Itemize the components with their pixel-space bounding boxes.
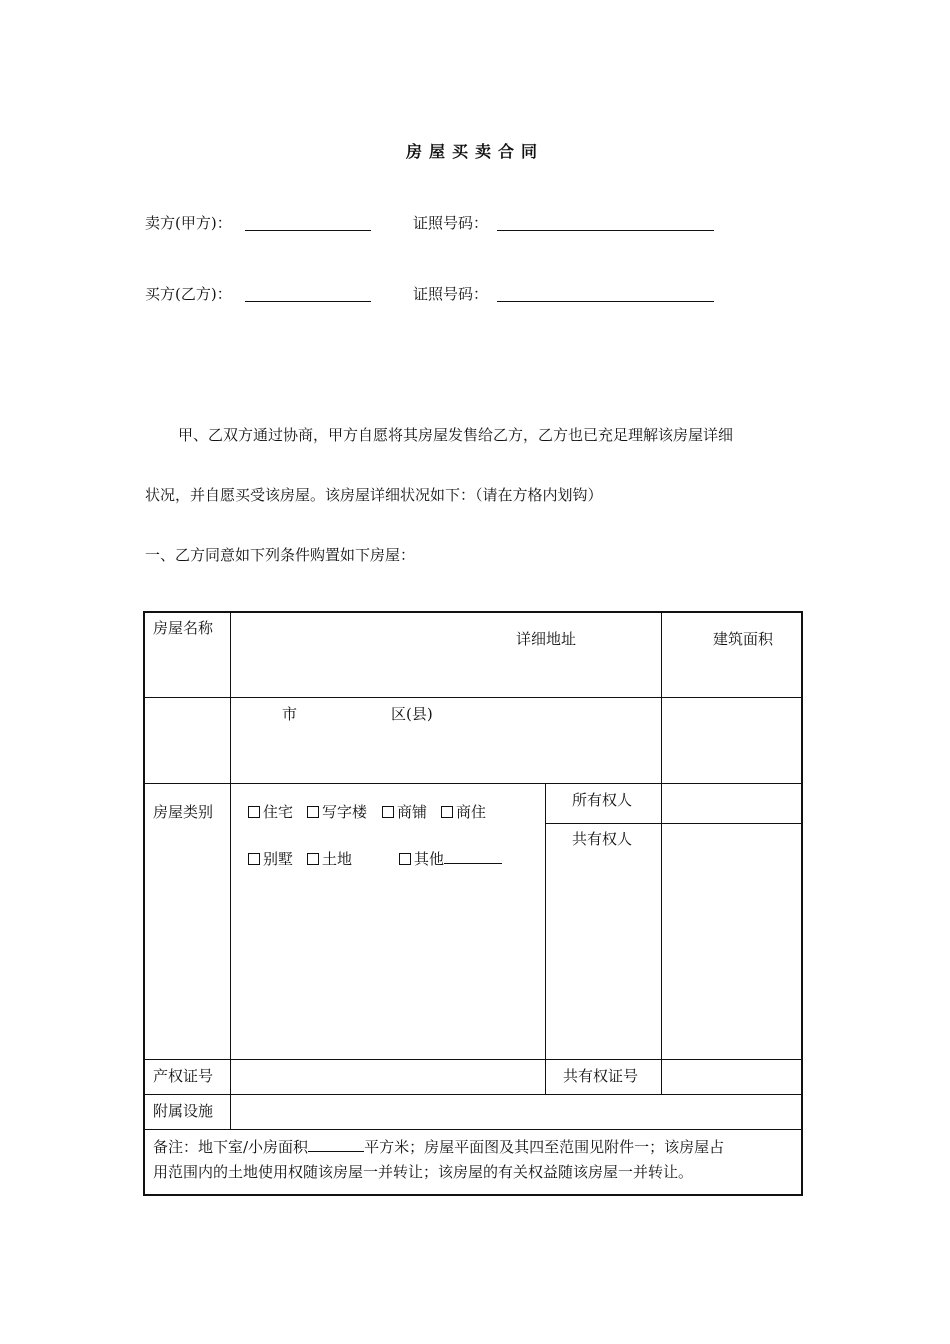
section-heading-1: 一、乙方同意如下列条件购置如下房屋： (145, 546, 416, 564)
seller-blank[interactable] (245, 215, 371, 231)
city-label: 市 (282, 705, 298, 723)
checkbox-icon[interactable] (399, 853, 411, 865)
note-line2: 用范围内的土地使用权随该房屋一并转让；该房屋的有关权益随该房屋一并转让。 (153, 1163, 694, 1181)
seller-id-blank[interactable] (497, 215, 714, 231)
co-property-cert-label: 共有权证号 (563, 1067, 639, 1085)
checkbox-icon[interactable] (307, 853, 319, 865)
intro-paragraph-line1: 甲、乙双方通过协商，甲方自愿将其房屋发售给乙方，乙方也已充足理解该房屋详细 (178, 426, 734, 444)
seller-id-label: 证照号码： (413, 214, 489, 232)
intro-paragraph-line2: 状况，并自愿买受该房屋。该房屋详细状况如下：（请在方格内划钩） (145, 486, 603, 504)
type-option-other[interactable]: 其他 (399, 848, 502, 869)
property-cert-label: 产权证号 (153, 1067, 214, 1085)
district-label: 区(县) (391, 705, 433, 723)
checkbox-icon[interactable] (248, 853, 260, 865)
checkbox-icon[interactable] (307, 806, 319, 818)
house-type-label: 房屋类别 (153, 803, 214, 821)
checkbox-icon[interactable] (441, 806, 453, 818)
type-option-residence[interactable]: 住宅 (248, 801, 293, 822)
owner-label: 所有权人 (572, 791, 633, 809)
type-option-office[interactable]: 写字楼 (307, 801, 367, 822)
buyer-blank[interactable] (245, 286, 371, 302)
type-option-mixed[interactable]: 商住 (441, 801, 486, 822)
checkbox-icon[interactable] (248, 806, 260, 818)
other-blank[interactable] (444, 850, 502, 864)
co-owner-label: 共有权人 (572, 830, 633, 848)
facilities-label: 附属设施 (153, 1102, 214, 1120)
floor-area-label: 建筑面积 (713, 630, 774, 648)
type-option-shop[interactable]: 商铺 (382, 801, 427, 822)
basement-area-blank[interactable] (308, 1138, 364, 1152)
house-name-label: 房屋名称 (153, 619, 214, 637)
checkbox-icon[interactable] (382, 806, 394, 818)
property-table (143, 611, 803, 1196)
type-option-land[interactable]: 土地 (307, 848, 352, 869)
detail-address-label: 详细地址 (516, 630, 577, 648)
buyer-label: 买方(乙方)： (145, 285, 232, 303)
seller-label: 卖方(甲方)： (145, 214, 232, 232)
buyer-id-blank[interactable] (497, 286, 714, 302)
buyer-id-label: 证照号码： (413, 285, 489, 303)
type-option-villa[interactable]: 别墅 (248, 848, 293, 869)
note-line1: 备注：地下室/小房面积 平方米；房屋平面图及其四至范围见附件一；该房屋占 (153, 1138, 725, 1156)
document-title: 房屋买卖合同 (405, 142, 544, 161)
